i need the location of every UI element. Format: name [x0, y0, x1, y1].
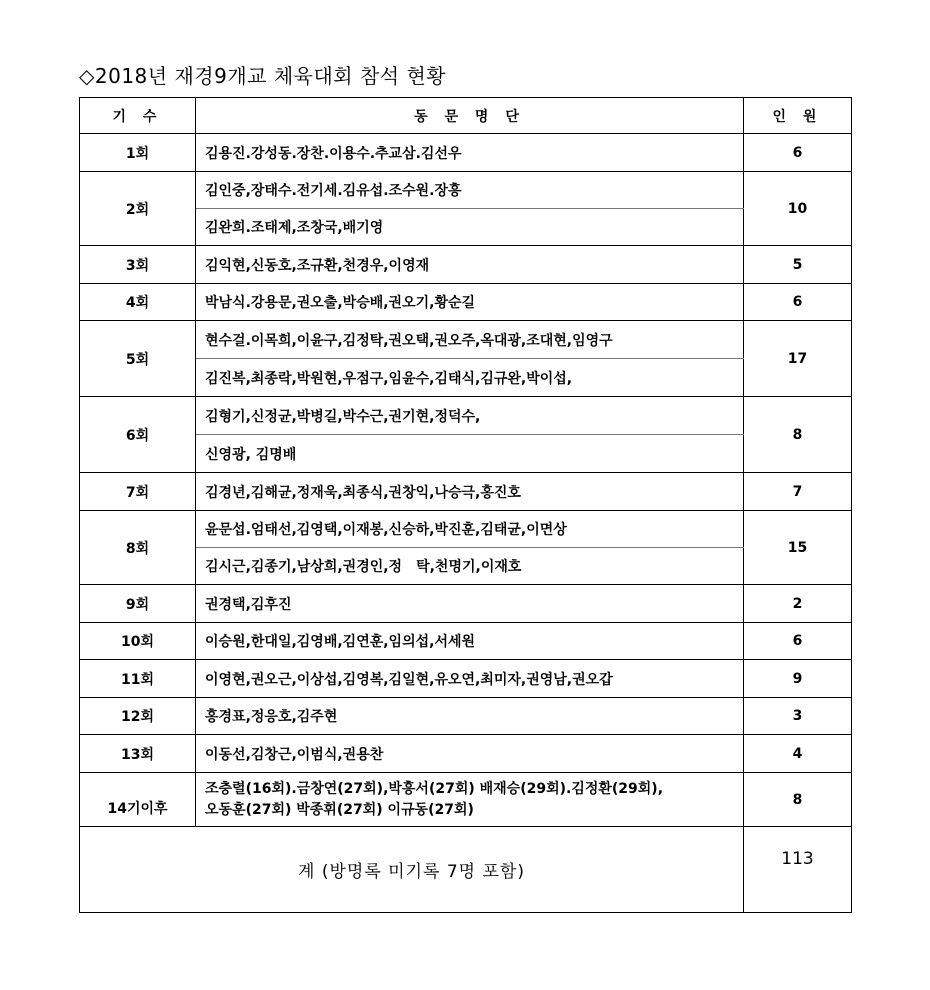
generation-cell: 4회: [80, 284, 196, 321]
generation-cell: 3회: [80, 246, 196, 284]
count-cell: 15: [744, 511, 852, 585]
generation-cell: 14기이후: [80, 773, 196, 827]
table-row: [80, 660, 852, 698]
names-line: 오동훈(27회) 박종휘(27회) 이규동(27회): [205, 801, 474, 818]
attendance-table: [79, 97, 852, 913]
count-cell: 9: [744, 660, 852, 698]
generation-cell: 8회: [80, 511, 196, 585]
count-cell: 3: [744, 698, 852, 735]
count-cell: 17: [744, 321, 852, 397]
table-header: [80, 98, 852, 134]
names-cell: 김완희.조태제,조창국,배기영: [196, 209, 744, 246]
names-cell: 홍경표,정응호,김주현: [196, 698, 744, 735]
total-row: [80, 827, 852, 913]
header-generation: 기 수: [80, 98, 196, 134]
count-cell: 8: [744, 397, 852, 473]
names-cell: 이동선,김창근,이범식,권용찬: [196, 735, 744, 773]
count-cell: 8: [744, 773, 852, 827]
names-cell: 김용진.강성동.장찬.이용수.추교삼.김선우: [196, 134, 744, 172]
page-title: ◇2018년 재경9개교 체육대회 참석 현황: [79, 64, 447, 88]
names-cell: [196, 773, 744, 827]
header-count: 인 원: [744, 98, 852, 134]
total-label: 계 (방명록 미기록 7명 포함): [80, 827, 744, 913]
table-row-continued: [80, 209, 852, 246]
header-names: 동 문 명 단: [196, 98, 744, 134]
names-cell: 윤문섭.엄태선,김영택,이재봉,신승하,박진훈,김태균,이면상: [196, 511, 744, 548]
count-cell: 5: [744, 246, 852, 284]
names-cell: 이영현,권오근,이상섭,김영복,김일현,유오연,최미자,권영남,권오갑: [196, 660, 744, 698]
table-row: [80, 134, 852, 172]
count-cell: 6: [744, 134, 852, 172]
total-count: 113: [744, 827, 852, 913]
table-row: [80, 623, 852, 660]
table-row-continued: [80, 548, 852, 585]
count-cell: 4: [744, 735, 852, 773]
count-cell: 2: [744, 585, 852, 623]
names-cell: 신영광, 김명배: [196, 435, 744, 473]
generation-cell: 10회: [80, 623, 196, 660]
names-cell: 김인중,장태수.전기세.김유섭.조수원.장흥: [196, 172, 744, 209]
count-cell: 6: [744, 284, 852, 321]
names-line: 조충렬(16회).금창연(27회),박흥서(27회) 배재승(29회).김정환(29회),: [205, 780, 664, 797]
generation-cell: 12회: [80, 698, 196, 735]
generation-cell: 11회: [80, 660, 196, 698]
names-cell: 현수걸.이목희,이윤구,김정탁,권오택,권오주,옥대광,조대현,임영구: [196, 321, 744, 359]
names-cell: 김시근,김종기,남상희,권경인,정 탁,천명기,이재호: [196, 548, 744, 585]
generation-cell: 7회: [80, 473, 196, 511]
table-row: [80, 246, 852, 284]
names-cell: 김경년,김해균,정재욱,최종식,권창익,나승극,홍진호: [196, 473, 744, 511]
count-cell: 7: [744, 473, 852, 511]
table-row-continued: [80, 359, 852, 397]
table-row: [80, 773, 852, 827]
table-row: [80, 585, 852, 623]
table-row: [80, 284, 852, 321]
count-cell: 6: [744, 623, 852, 660]
generation-cell: 5회: [80, 321, 196, 397]
table-row: [80, 511, 852, 548]
generation-cell: 9회: [80, 585, 196, 623]
generation-cell: 2회: [80, 172, 196, 246]
generation-cell: 13회: [80, 735, 196, 773]
count-cell: 10: [744, 172, 852, 246]
table-row: [80, 735, 852, 773]
names-cell: 김진복,최종락,박원현,우점구,임윤수,김태식,김규완,박이섭,: [196, 359, 744, 397]
table-row: [80, 397, 852, 435]
table-row: [80, 698, 852, 735]
names-cell: 박남식.강용문,권오출,박승배,권오기,황순길: [196, 284, 744, 321]
names-cell: 이승원,한대일,김영배,김연훈,임의섭,서세원: [196, 623, 744, 660]
generation-cell: 1회: [80, 134, 196, 172]
table-row: [80, 321, 852, 359]
table-row: [80, 172, 852, 209]
generation-cell: 6회: [80, 397, 196, 473]
table-row-continued: [80, 435, 852, 473]
names-cell: 김형기,신정균,박병길,박수근,권기현,정덕수,: [196, 397, 744, 435]
names-cell: 김익현,신동호,조규환,천경우,이영재: [196, 246, 744, 284]
table-row: [80, 473, 852, 511]
names-cell: 권경택,김후진: [196, 585, 744, 623]
